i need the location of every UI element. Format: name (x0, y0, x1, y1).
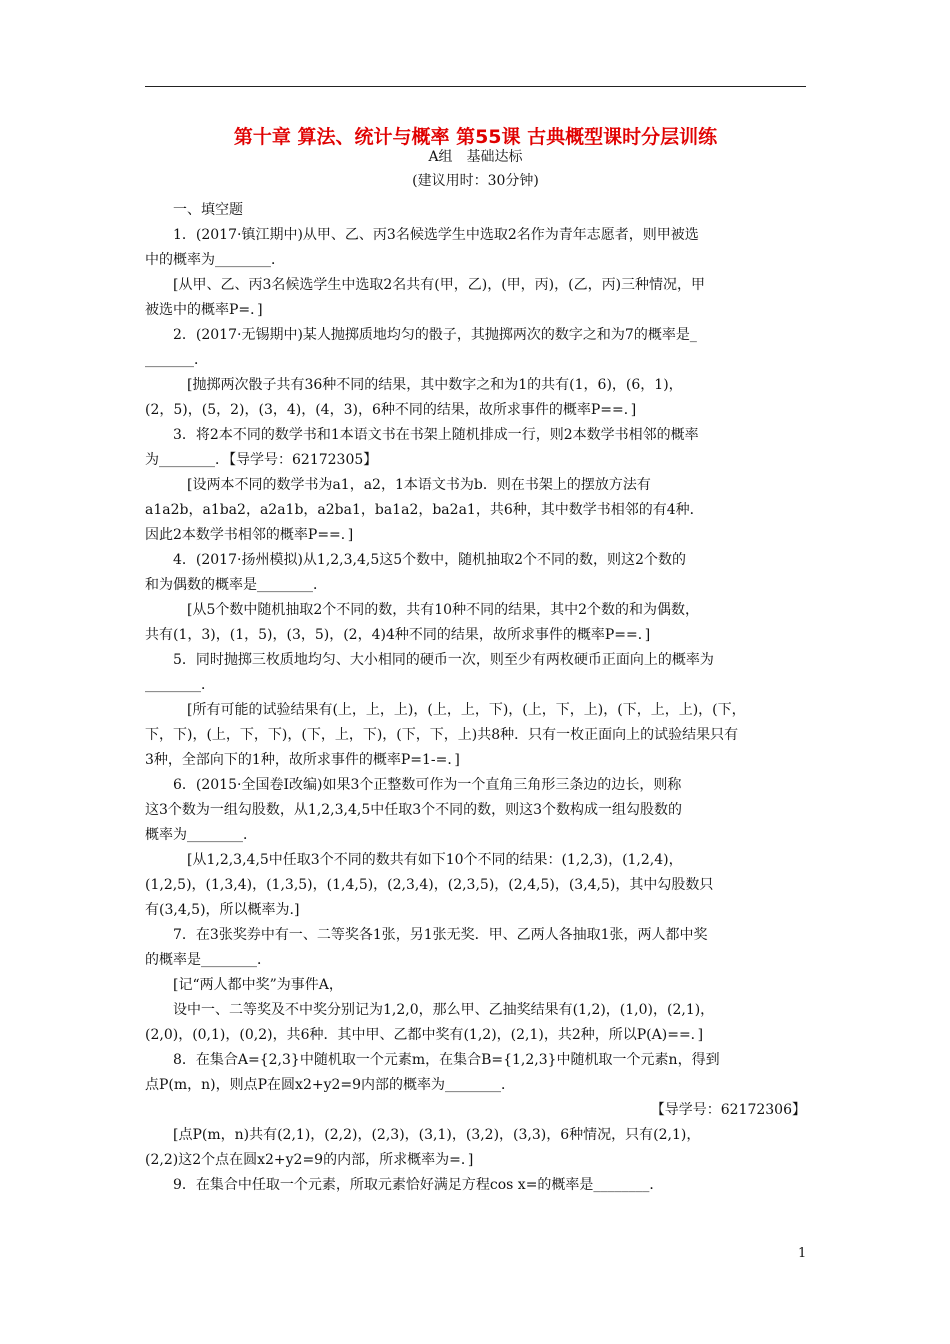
text-line: 7．在3张奖券中有一、二等奖各1张，另1张无奖．甲、乙两人各抽取1张，两人都中奖 (173, 927, 708, 943)
text-line: 有(3,4,5)，所以概率为.] (145, 902, 300, 918)
text-line: 中的概率为________． (145, 252, 285, 268)
text-line: 3．将2本不同的数学书和1本语文书在书架上随机排成一行，则2本数学书相邻的概率 (173, 427, 699, 443)
text-line: 【导学号：62172306】 (650, 1102, 806, 1118)
text-line: 下，下)，(上，下，下)，(下，上，下)，(下，下，上)共8种．只有一枚正面向上的试验结果只有 (145, 727, 739, 743)
text-line: [设两本不同的数学书为a1，a2，1本语文书为b．则在书架上的摆放方法有 (187, 477, 651, 493)
text-line: 4．(2017·扬州模拟)从1,2,3,4,5这5个数中，随机抽取2个不同的数，则这2个数的 (173, 552, 686, 568)
text-line: (1,2,5)，(1,3,4)，(1,3,5)，(1,4,5)，(2,3,4)，(2,3,5)，(2,4,5)，(3,4,5)，其中勾股数只 (145, 877, 714, 893)
text-line: _______． (145, 352, 208, 368)
text-line: (2,0)，(0,1)，(0,2)，共6种．其中甲、乙都中奖有(1,2)，(2,1)，共2种，所以P(A)==．] (145, 1027, 704, 1043)
header-rule (145, 86, 806, 87)
text-line: 1．(2017·镇江期中)从甲、乙、丙3名候选学生中选取2名作为青年志愿者，则甲被选 (173, 227, 699, 243)
text-line: [从5个数中随机抽取2个不同的数，共有10种不同的结果，其中2个数的和为偶数， (187, 602, 699, 618)
text-line: 为________．【导学号：62172305】 (145, 452, 378, 468)
text-line: (2，5)，(5，2)，(3，4)，(4，3)，6种不同的结果，故所求事件的概率P==．] (145, 402, 637, 418)
section-heading: 一、填空题 (173, 202, 243, 218)
text-line: a1a2b，a1ba2，a2a1b，a2ba1，ba1a2，ba2a1，共6种，其中数学书相邻的有4种． (145, 502, 704, 518)
text-line: 这3个数为一组勾股数，从1,2,3,4,5中任取3个不同的数，则这3个数构成一组勾股数的 (145, 802, 683, 818)
text-line: ________． (145, 677, 215, 693)
text-line: 概率为________． (145, 827, 257, 843)
text-line: 被选中的概率P=．] (145, 302, 263, 318)
text-line: 的概率是________． (145, 952, 271, 968)
text-line: 点P(m，n)，则点P在圆x2+y2=9内部的概率为________． (145, 1077, 516, 1093)
text-line: 因此2本数学书相邻的概率P==．] (145, 527, 354, 543)
text-line: [所有可能的试验结果有(上，上，上)，(上，上，下)，(上，下，上)，(下，上，上)，(下， (187, 702, 746, 718)
text-line: 5．同时抛掷三枚质地均匀、大小相同的硬币一次，则至少有两枚硬币正面向上的概率为 (173, 652, 714, 668)
text-line: 9．在集合中任取一个元素，所取元素恰好满足方程cos x=的概率是________． (173, 1177, 664, 1193)
text-line: 8．在集合A={2,3}中随机取一个元素m，在集合B={1,2,3}中随机取一个元素n，得到 (173, 1052, 720, 1068)
page-title: 第十章 算法、统计与概率 第55课 古典概型课时分层训练 (233, 126, 718, 148)
text-line: [记“两人都中奖”为事件A， (173, 977, 343, 993)
text-line: 3种，全部向下的1种，故所求事件的概率P=1-=．] (145, 752, 460, 768)
text-line: (2,2)这2个点在圆x2+y2=9的内部，所求概率为=．] (145, 1152, 474, 1168)
exercise-lines (145, 223, 806, 1198)
text-line: [从甲、乙、丙3名候选学生中选取2名共有(甲，乙)，(甲，丙)，(乙，丙)三种情况，甲 (173, 277, 706, 293)
time-label: (建议用时：30分钟) (412, 173, 539, 189)
text-line: 设中一、二等奖及不中奖分别记为1,2,0，那么甲、乙抽奖结果有(1,2)，(1,0)，(2,1)， (173, 1002, 715, 1018)
text-line: [从1,2,3,4,5中任取3个不同的数共有如下10个不同的结果：(1,2,3)，(1,2,4)， (187, 852, 683, 868)
page-number: 1 (798, 1246, 807, 1261)
text-line: [抛掷两次骰子共有36种不同的结果，其中数字之和为1的共有(1，6)，(6，1)， (187, 377, 683, 393)
exercise-content (145, 198, 806, 1198)
text-line: 和为偶数的概率是________． (145, 577, 327, 593)
text-line: 2．(2017·无锡期中)某人抛掷质地均匀的骰子，其抛掷两次的数字之和为7的概率是_ (173, 327, 697, 343)
text-line: 6．(2015·全国卷Ⅰ改编)如果3个正整数可作为一个直角三角形三条边的边长，则称 (173, 777, 682, 793)
text-line: 共有(1，3)，(1，5)，(3，5)，(2，4)4种不同的结果，故所求事件的概率P==．] (145, 627, 651, 643)
group-label: A组 基础达标 (428, 149, 523, 165)
text-line: [点P(m，n)共有(2,1)，(2,2)，(2,3)，(3,1)，(3,2)，(3,3)，6种情况，只有(2,1)， (173, 1127, 701, 1143)
